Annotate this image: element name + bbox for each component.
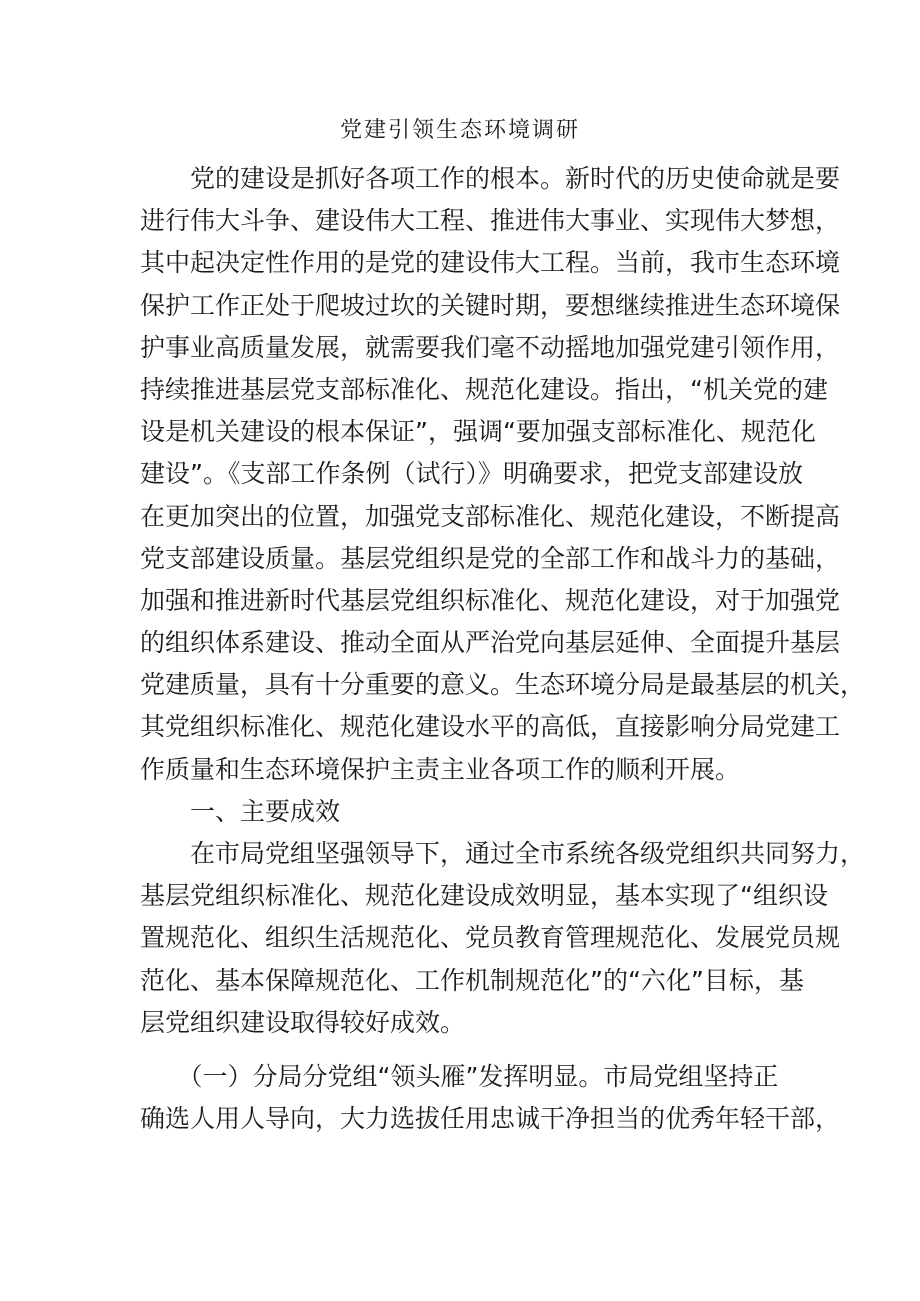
paragraph-achievements [140, 833, 866, 1044]
text-line: 加强和推进新时代基层党组织标准化、规范化建设，对于加强党 [140, 585, 841, 615]
document-title: 党建引领生态环境调研 [339, 118, 580, 143]
text-line: （一）分局分党组“领头雁”发挥明显。市局党组坚持正 [140, 1061, 779, 1091]
text-line: 党支部建设质量。基层党组织是党的全部工作和战斗力的基础， [140, 543, 841, 573]
text-line: 建设”。《支部工作条例（试行）》明确要求，把党支部建设放 [140, 459, 803, 489]
text-line: 持续推进基层党支部标准化、规范化建设。指出，“机关党的建 [140, 374, 828, 404]
section-heading: 一、主要成效 [140, 796, 341, 826]
text-line: 进行伟大斗争、建设伟大工程、推进伟大事业、实现伟大梦想， [140, 206, 841, 236]
text-line: 护事业高质量发展，就需要我们毫不动摇地加强党建引领作用， [140, 332, 841, 362]
text-line: 党建质量，具有十分重要的意义。生态环境分局是最基层的机关， [140, 670, 866, 700]
text-line: 在更加突出的位置，加强党支部标准化、规范化建设，不断提高 [140, 501, 841, 531]
text-line: 确选人用人导向，大力选拔任用忠诚干净担当的优秀年轻干部， [140, 1104, 841, 1134]
text-line: 范化、基本保障规范化、工作机制规范化”的“六化”目标，基 [140, 965, 804, 995]
paragraph-intro [140, 158, 866, 791]
text-line: 其中起决定性作用的是党的建设伟大工程。当前，我市生态环境 [140, 248, 841, 278]
text-line: 其党组织标准化、规范化建设水平的高低，直接影响分局党建工 [140, 712, 841, 742]
text-line: 保护工作正处于爬坡过坎的关键时期，要想继续推进生态环境保 [140, 290, 841, 320]
text-line: 置规范化、组织生活规范化、党员教育管理规范化、发展党员规 [140, 923, 841, 953]
paragraph-subsection-1 [140, 1056, 841, 1140]
text-line: 在市局党组坚强领导下，通过全市系统各级党组织共同努力， [140, 839, 866, 868]
text-line: 的组织体系建设、推动全面从严治党向基层延伸、全面提升基层 [140, 628, 841, 658]
paragraph-gap [140, 1044, 790, 1056]
text-line: 基层党组织标准化、规范化建设成效明显，基本实现了“组织设 [140, 881, 828, 911]
text-line: 作质量和生态环境保护主责主业各项工作的顺利开展。 [140, 754, 741, 784]
text-line: 党的建设是抓好各项工作的根本。新时代的历史使命就是要 [140, 164, 841, 193]
document-body [140, 158, 866, 1140]
text-line: 层党组织建设取得较好成效。 [140, 1007, 466, 1037]
text-line: 设是机关建设的根本保证”，强调“要加强支部标准化、规范化 [140, 417, 816, 447]
